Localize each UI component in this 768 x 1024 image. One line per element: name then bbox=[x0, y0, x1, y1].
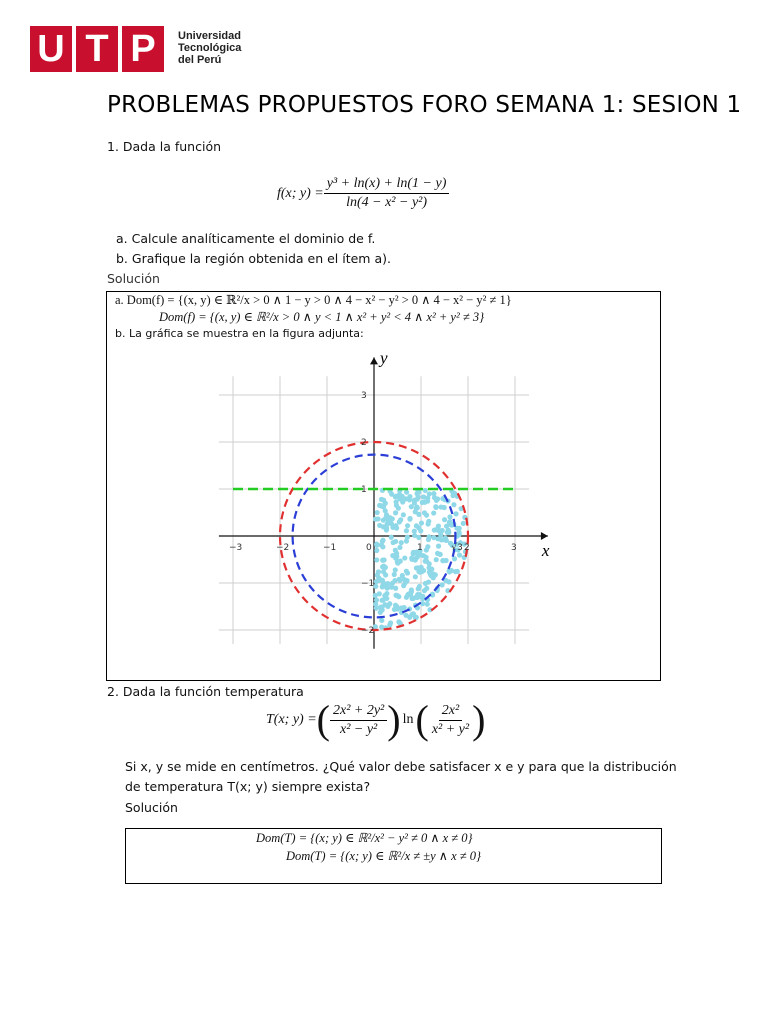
temp-fraction-2-numerator: 2x² bbox=[439, 703, 462, 721]
region-point bbox=[457, 552, 462, 557]
region-point bbox=[432, 495, 437, 500]
solution-box-2 bbox=[125, 828, 662, 884]
region-point bbox=[374, 557, 379, 562]
region-point bbox=[461, 521, 466, 526]
problem2-solution-label: Solución bbox=[125, 800, 178, 815]
solution2-line1: Dom(T) = {(x; y) ∈ ℝ²/x² − y² ≠ 0 ∧ x ≠ 0} bbox=[256, 831, 473, 845]
region-point bbox=[434, 557, 439, 562]
region-point bbox=[424, 512, 429, 517]
right-paren: ) bbox=[387, 697, 401, 742]
x-tick-label: 3 bbox=[511, 543, 517, 553]
region-point bbox=[393, 567, 398, 572]
region-point bbox=[404, 490, 409, 495]
x-tick-label: −1 bbox=[323, 543, 337, 553]
region-point bbox=[397, 545, 402, 550]
function-lhs: f(x; y) = bbox=[277, 185, 324, 201]
region-point bbox=[457, 526, 462, 531]
solution-b-text: b. La gráfica se muestra en la figura adjunta: bbox=[115, 327, 364, 340]
region-point bbox=[387, 622, 392, 627]
temp-fraction-1 bbox=[330, 703, 387, 738]
region-point bbox=[431, 572, 436, 577]
region-point bbox=[438, 532, 443, 537]
region-point bbox=[375, 516, 380, 521]
left-paren-2: ( bbox=[415, 697, 429, 742]
logo-line-1: Universidad bbox=[178, 30, 241, 42]
region-point bbox=[405, 570, 410, 575]
page-title: PROBLEMAS PROPUESTOS FORO SEMANA 1: SESION 1 bbox=[107, 92, 742, 118]
region-point bbox=[440, 582, 445, 587]
region-point bbox=[381, 518, 386, 523]
logo-line-3: del Perú bbox=[178, 54, 222, 66]
region-point bbox=[441, 558, 446, 563]
solution-a-line2: Dom(f) = {(x, y) ∈ ℝ²/x > 0 ∧ y < 1 ∧ x² + y² < 4 ∧ x² + y² ≠ 3} bbox=[159, 310, 485, 324]
domain-region bbox=[373, 488, 468, 631]
region-point bbox=[433, 504, 438, 509]
region-point bbox=[435, 526, 440, 531]
region-point bbox=[399, 540, 404, 545]
temp-fraction-1-numerator: 2x² + 2y² bbox=[330, 703, 387, 721]
region-point bbox=[382, 602, 387, 607]
region-point bbox=[377, 591, 382, 596]
region-point bbox=[378, 605, 383, 610]
logo-letter-t: T bbox=[76, 26, 118, 72]
y-tick-label: 1 bbox=[361, 485, 367, 495]
region-point bbox=[453, 511, 458, 516]
logo-letter-u: U bbox=[30, 26, 72, 72]
temp-fraction-1-denominator: x² − y² bbox=[339, 721, 378, 737]
region-point bbox=[391, 540, 396, 545]
region-point bbox=[425, 496, 430, 501]
x-tick-label: √3 bbox=[451, 543, 463, 553]
region-point bbox=[401, 583, 406, 588]
region-point bbox=[436, 544, 441, 549]
region-point bbox=[392, 572, 397, 577]
region-point bbox=[416, 535, 421, 540]
logo-wordmark bbox=[178, 30, 241, 66]
region-point bbox=[374, 548, 379, 553]
right-paren-2: ) bbox=[472, 697, 486, 742]
region-point bbox=[438, 504, 443, 509]
region-point bbox=[393, 593, 398, 598]
region-point bbox=[416, 586, 421, 591]
region-point bbox=[395, 606, 400, 611]
region-point bbox=[411, 551, 416, 556]
region-point bbox=[416, 525, 421, 530]
region-point bbox=[385, 521, 390, 526]
x-tick-label: 2 bbox=[464, 543, 470, 553]
region-point bbox=[429, 567, 434, 572]
region-point bbox=[378, 610, 383, 615]
region-point bbox=[444, 538, 449, 543]
region-point bbox=[380, 597, 385, 602]
y-tick-label: −1 bbox=[361, 579, 375, 589]
region-point bbox=[380, 583, 385, 588]
region-point bbox=[380, 564, 385, 569]
region-point bbox=[407, 517, 412, 522]
y-tick-label: 2 bbox=[361, 438, 367, 448]
region-point bbox=[393, 556, 398, 561]
region-point bbox=[425, 521, 430, 526]
y-tick-label: 3 bbox=[361, 391, 367, 401]
region-point bbox=[431, 510, 436, 515]
region-point bbox=[442, 517, 447, 522]
region-point bbox=[389, 492, 394, 497]
x-tick-label: 0 bbox=[366, 543, 372, 553]
logo-letter-p: P bbox=[122, 26, 164, 72]
region-point bbox=[415, 505, 420, 510]
region-point bbox=[406, 591, 411, 596]
region-point bbox=[390, 516, 395, 521]
temp-fraction-2-denominator: x² + y² bbox=[431, 721, 470, 737]
temp-fraction-2 bbox=[429, 703, 472, 738]
region-point bbox=[403, 613, 408, 618]
region-point bbox=[446, 530, 451, 535]
region-point bbox=[447, 519, 452, 524]
region-point bbox=[417, 570, 422, 575]
region-point bbox=[405, 523, 410, 528]
region-point bbox=[439, 537, 444, 542]
region-point bbox=[412, 529, 417, 534]
region-point bbox=[404, 528, 409, 533]
utp-logo bbox=[30, 26, 168, 72]
region-point bbox=[411, 611, 416, 616]
region-point bbox=[397, 578, 402, 583]
region-point bbox=[447, 514, 452, 519]
region-point bbox=[425, 602, 430, 607]
region-point bbox=[451, 502, 456, 507]
temp-function-lhs: T(x; y) = bbox=[266, 712, 317, 727]
region-point bbox=[435, 551, 440, 556]
x-axis-label: x bbox=[541, 541, 550, 560]
region-point bbox=[394, 526, 399, 531]
region-point bbox=[393, 510, 398, 515]
region-point bbox=[444, 524, 449, 529]
region-point bbox=[420, 500, 425, 505]
region-point bbox=[426, 537, 431, 542]
region-point bbox=[381, 569, 386, 574]
region-point bbox=[384, 591, 389, 596]
function-fraction bbox=[324, 176, 450, 211]
y-tick-label: −2 bbox=[361, 626, 375, 636]
logo-line-2: Tecnológica bbox=[178, 42, 242, 54]
region-point bbox=[380, 539, 385, 544]
region-point bbox=[419, 520, 424, 525]
region-point bbox=[380, 558, 385, 563]
domain-graph bbox=[202, 350, 552, 672]
region-point bbox=[409, 557, 414, 562]
problem2-function bbox=[266, 697, 486, 742]
region-point bbox=[379, 618, 384, 623]
x-tick-label: 1 bbox=[417, 543, 423, 553]
region-point bbox=[384, 512, 389, 517]
ln-symbol: ln bbox=[402, 712, 414, 727]
region-point bbox=[381, 498, 386, 503]
left-paren: ( bbox=[316, 697, 330, 742]
region-point bbox=[415, 497, 420, 502]
region-point bbox=[401, 512, 406, 517]
problem1-item-a: a. Calcule analíticamente el dominio de f. bbox=[116, 231, 376, 246]
region-point bbox=[396, 506, 401, 511]
region-point bbox=[416, 512, 421, 517]
problem2-question-line1: Si x, y se mide en centímetros. ¿Qué valor debe satisfacer x e y para que la distribución bbox=[125, 759, 677, 774]
region-point bbox=[415, 595, 420, 600]
region-point bbox=[375, 573, 380, 578]
region-point bbox=[450, 493, 455, 498]
region-point bbox=[423, 559, 428, 564]
region-point bbox=[425, 544, 430, 549]
region-point bbox=[426, 579, 431, 584]
y-axis-arrow bbox=[370, 357, 378, 364]
region-point bbox=[394, 499, 399, 504]
region-point bbox=[452, 556, 457, 561]
region-point bbox=[381, 504, 386, 509]
region-point bbox=[387, 601, 392, 606]
region-point bbox=[374, 579, 379, 584]
y-axis-label: y bbox=[380, 350, 388, 368]
region-point bbox=[375, 510, 380, 515]
region-point bbox=[407, 497, 412, 502]
region-point bbox=[390, 581, 395, 586]
region-point bbox=[431, 535, 436, 540]
region-point bbox=[413, 574, 418, 579]
region-point bbox=[423, 488, 428, 493]
x-tick-label: −3 bbox=[229, 543, 243, 553]
x-tick-label: −2 bbox=[276, 543, 290, 553]
region-point bbox=[374, 542, 379, 547]
solution2-line2: Dom(T) = {(x; y) ∈ ℝ²/x ≠ ±y ∧ x ≠ 0} bbox=[286, 849, 481, 863]
region-point bbox=[394, 551, 399, 556]
problem1-function bbox=[277, 176, 449, 211]
region-point bbox=[374, 597, 379, 602]
region-point bbox=[402, 555, 407, 560]
problem1-heading: 1. Dada la función bbox=[107, 139, 222, 154]
problem1-solution-label: Solución bbox=[107, 271, 160, 286]
graph-tick-labels bbox=[229, 391, 517, 636]
problem2-heading: 2. Dada la función temperatura bbox=[107, 684, 304, 699]
function-denominator: ln(4 − x² − y²) bbox=[346, 195, 428, 210]
region-point bbox=[385, 586, 390, 591]
region-point bbox=[400, 573, 405, 578]
x-axis-arrow bbox=[541, 532, 548, 540]
region-point bbox=[405, 535, 410, 540]
solution-a-line1: a. Dom(f) = {(x, y) ∈ ℝ²/x > 0 ∧ 1 − y > 0 ∧ 4 − x² − y² > 0 ∧ 4 − x² − y² ≠ 1} bbox=[115, 293, 512, 307]
region-point bbox=[424, 586, 429, 591]
solution-box-1 bbox=[106, 291, 661, 681]
problem1-item-b: b. Grafique la región obtenida en el ítem a). bbox=[116, 251, 391, 266]
problem2-question-line2: de temperatura T(x; y) siempre exista? bbox=[125, 779, 371, 794]
function-numerator: y³ + ln(x) + ln(1 − y) bbox=[324, 176, 450, 194]
region-point bbox=[389, 535, 394, 540]
